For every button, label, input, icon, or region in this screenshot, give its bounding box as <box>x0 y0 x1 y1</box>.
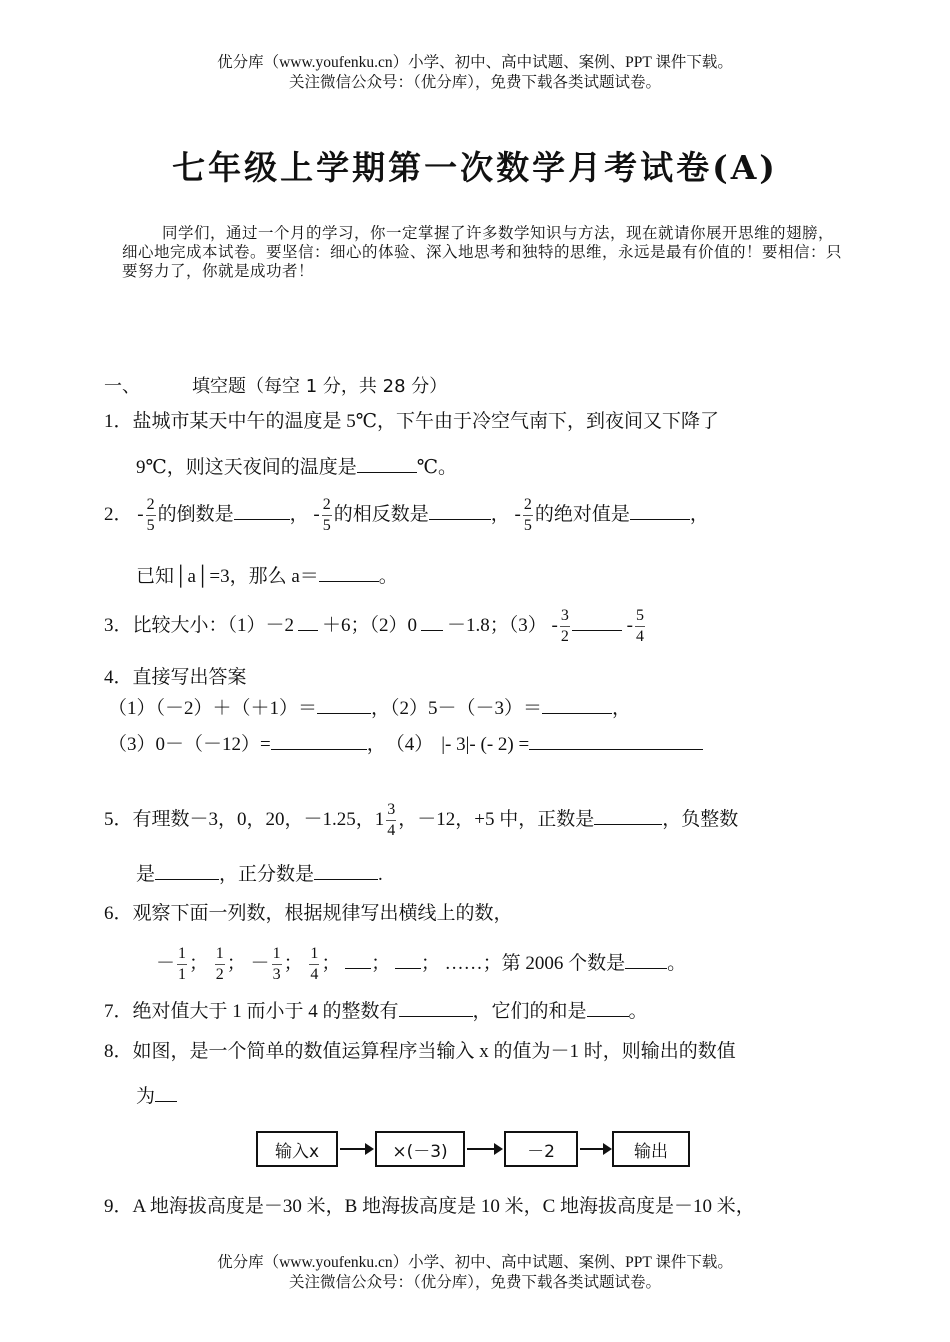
footer-line-2: 关注微信公众号：（优分库），免费下载各类试题试卷。 <box>288 1274 661 1291</box>
answer-blank[interactable] <box>234 501 290 520</box>
fraction <box>635 606 645 647</box>
fraction <box>560 606 570 647</box>
fraction-numerator: 2 <box>146 495 156 516</box>
answer-blank[interactable] <box>399 998 473 1017</box>
answer-blank[interactable] <box>319 563 379 582</box>
question-4-title: 4．直接写出答案 <box>104 667 247 688</box>
q2-num: 2． <box>104 503 133 525</box>
flow-box-subtract: －2 <box>504 1131 578 1167</box>
answer-blank[interactable] <box>594 806 662 825</box>
neg-sign: - <box>514 503 521 525</box>
q8-text: 为 <box>136 1086 156 1107</box>
fraction-denominator: 2 <box>560 628 569 645</box>
fraction-denominator: 5 <box>523 517 532 534</box>
fraction-denominator: 2 <box>215 966 224 983</box>
fraction <box>322 495 332 536</box>
q5-text-5: ，正分数是 <box>219 864 315 885</box>
header-line-2: 关注微信公众号：（优分库），免费下载各类试题试卷。 <box>288 74 661 91</box>
neg-sign: - <box>313 503 320 525</box>
question-6-sequence <box>156 944 686 985</box>
q2-sep-3: ， <box>689 503 709 525</box>
fraction-numerator: 2 <box>523 495 533 516</box>
fraction <box>523 495 533 536</box>
q2-text-1: 的倒数是 <box>157 503 234 525</box>
question-6-title: 6．观察下面一列数，根据规律写出横线上的数， <box>104 903 513 924</box>
answer-blank[interactable] <box>429 501 491 520</box>
q7-end: 。 <box>628 1001 648 1022</box>
q4-text-4: （3）0－（－12）= <box>108 734 271 755</box>
question-3 <box>104 606 647 647</box>
fraction <box>146 495 156 536</box>
section-heading <box>104 372 447 398</box>
q7-text-2: ，它们的和是 <box>472 1001 587 1022</box>
question-2-line-2 <box>136 563 398 589</box>
header-line-1: 优分库（www.youfenku.cn）小学、初中、高中试题、案例、PPT 课件下载。 <box>217 54 733 71</box>
answer-blank[interactable] <box>572 612 622 631</box>
question-4-row-1 <box>108 695 631 721</box>
question-8-line-1: 8．如图，是一个简单的数值运算程序当输入 x 的值为－1 时，则输出的数值 <box>104 1041 736 1062</box>
flow-box-output: 输出 <box>612 1131 690 1167</box>
answer-blank[interactable] <box>155 861 219 880</box>
answer-blank[interactable] <box>421 612 443 631</box>
answer-blank[interactable] <box>155 1083 177 1102</box>
answer-blank[interactable] <box>314 861 378 880</box>
neg-sign: - <box>551 614 558 636</box>
flow-arrow <box>580 1148 610 1150</box>
q7-text-1: 7．绝对值大于 1 而小于 4 的整数有 <box>104 1001 399 1022</box>
fraction <box>215 944 225 985</box>
question-4-row-2 <box>108 731 703 757</box>
mixed-fraction <box>386 800 396 841</box>
seq-sep: ； <box>189 952 209 974</box>
answer-blank[interactable] <box>587 998 629 1017</box>
question-2-line-1 <box>104 495 709 536</box>
fraction-denominator: 5 <box>146 517 155 534</box>
q5-text-3: ，负整数 <box>662 808 739 830</box>
q4-text-2: ，（2）5－（－3）＝ <box>371 698 543 719</box>
answer-blank[interactable] <box>529 731 703 750</box>
q4-text-5: ， （4） <box>366 734 434 755</box>
flow-arrow <box>340 1148 372 1150</box>
fraction-denominator: 4 <box>387 822 396 839</box>
fraction <box>272 944 282 985</box>
q2-text-3: 的绝对值是 <box>534 503 630 525</box>
q2-sep-2: ， <box>490 503 510 525</box>
question-5-line-1 <box>104 800 738 841</box>
page-title: 七年级上学期第一次数学月考试卷(A) <box>172 148 778 187</box>
q2-text-2: 的相反数是 <box>333 503 429 525</box>
answer-blank[interactable] <box>395 950 421 969</box>
section-title: 填空题（每空 1 分，共 28 分） <box>192 376 448 397</box>
seq-sep: ； <box>226 952 246 974</box>
flow-box-input: 输入x <box>256 1131 338 1167</box>
flow-arrow <box>467 1148 501 1150</box>
q5-text-2: ，－12，+5 中，正数是 <box>398 808 595 830</box>
footer-line-1: 优分库（www.youfenku.cn）小学、初中、高中试题、案例、PPT 课件下载。 <box>217 1254 733 1271</box>
q4-expression: |- 3|- (- 2) = <box>441 734 530 755</box>
answer-blank[interactable] <box>298 612 318 631</box>
question-1-line-1: 1．盐城市某天中午的温度是 5℃，下午由于冷空气南下，到夜间又下降了 <box>104 411 720 432</box>
q6-text: ……；第 2006 个数是 <box>444 952 626 974</box>
q2-text-4: 已知│a│=3，那么 a＝ <box>136 566 319 587</box>
q1-unit: ℃。 <box>416 457 458 478</box>
fraction-denominator: 5 <box>322 517 331 534</box>
seq-sep: ； <box>371 952 391 974</box>
question-8-line-2 <box>136 1083 177 1109</box>
q5-text-1: 5．有理数－3，0，20，－1.25，1 <box>104 808 385 830</box>
answer-blank[interactable] <box>271 731 367 750</box>
fraction-denominator: 4 <box>310 966 319 983</box>
question-7 <box>104 998 648 1024</box>
seq-sign: － <box>156 952 176 974</box>
fraction-numerator: 1 <box>272 944 282 965</box>
q2-sep-1: ， <box>289 503 309 525</box>
answer-blank[interactable] <box>625 950 667 969</box>
flow-box-multiply: ×(－3) <box>375 1131 465 1167</box>
fraction-numerator: 1 <box>177 944 187 965</box>
fraction-numerator: 5 <box>635 606 645 627</box>
answer-blank[interactable] <box>345 950 371 969</box>
fraction <box>309 944 319 985</box>
neg-sign: - <box>137 503 144 525</box>
fraction-denominator: 3 <box>272 966 281 983</box>
fraction-numerator: 3 <box>386 800 396 821</box>
q1-text: 9℃，则这天夜间的温度是 <box>136 457 357 478</box>
seq-sign: － <box>250 952 270 974</box>
fraction-numerator: 2 <box>322 495 332 516</box>
fraction <box>177 944 187 985</box>
question-5-line-2 <box>136 861 383 887</box>
seq-sep: ； <box>283 952 303 974</box>
fraction-denominator: 4 <box>635 628 644 645</box>
q2-end: 。 <box>378 566 398 587</box>
answer-blank[interactable] <box>317 695 371 714</box>
q3-text-3: －1.8；（3） <box>447 614 547 636</box>
intro-paragraph: 同学们，通过一个月的学习，你一定掌握了许多数学知识与方法，现在就请你展开思维的翅膀，细心地完成本试卷。要坚信：细心的体验、深入地思考和独特的思维，永远是最有价值的！要相信：只要努力了，你就是成功者！ <box>122 225 843 280</box>
fraction-numerator: 3 <box>560 606 570 627</box>
fraction-denominator: 1 <box>178 966 187 983</box>
q6-end: 。 <box>667 952 687 974</box>
section-number: 一、 <box>104 376 140 397</box>
seq-sep: ； <box>321 952 341 974</box>
answer-blank[interactable] <box>542 695 612 714</box>
fraction-numerator: 1 <box>215 944 225 965</box>
seq-sep: ； <box>420 952 440 974</box>
answer-blank[interactable] <box>357 454 417 473</box>
q5-text-4: 是 <box>136 864 156 885</box>
q4-text-1: （1）（－2）＋（＋1）＝ <box>108 698 318 719</box>
q4-text-3: ， <box>612 698 632 719</box>
fraction-numerator: 1 <box>309 944 319 965</box>
answer-blank[interactable] <box>630 501 690 520</box>
q3-text-2: ＋6；（2）0 <box>322 614 418 636</box>
q3-text-1: 3．比较大小：（1）－2 <box>104 614 295 636</box>
question-1-line-2 <box>136 454 457 480</box>
neg-sign: - <box>626 614 633 636</box>
q5-end: . <box>378 864 383 885</box>
question-9: 9．A 地海拔高度是－30 米，B 地海拔高度是 10 米，C 地海拔高度是－10 米， <box>104 1196 755 1217</box>
